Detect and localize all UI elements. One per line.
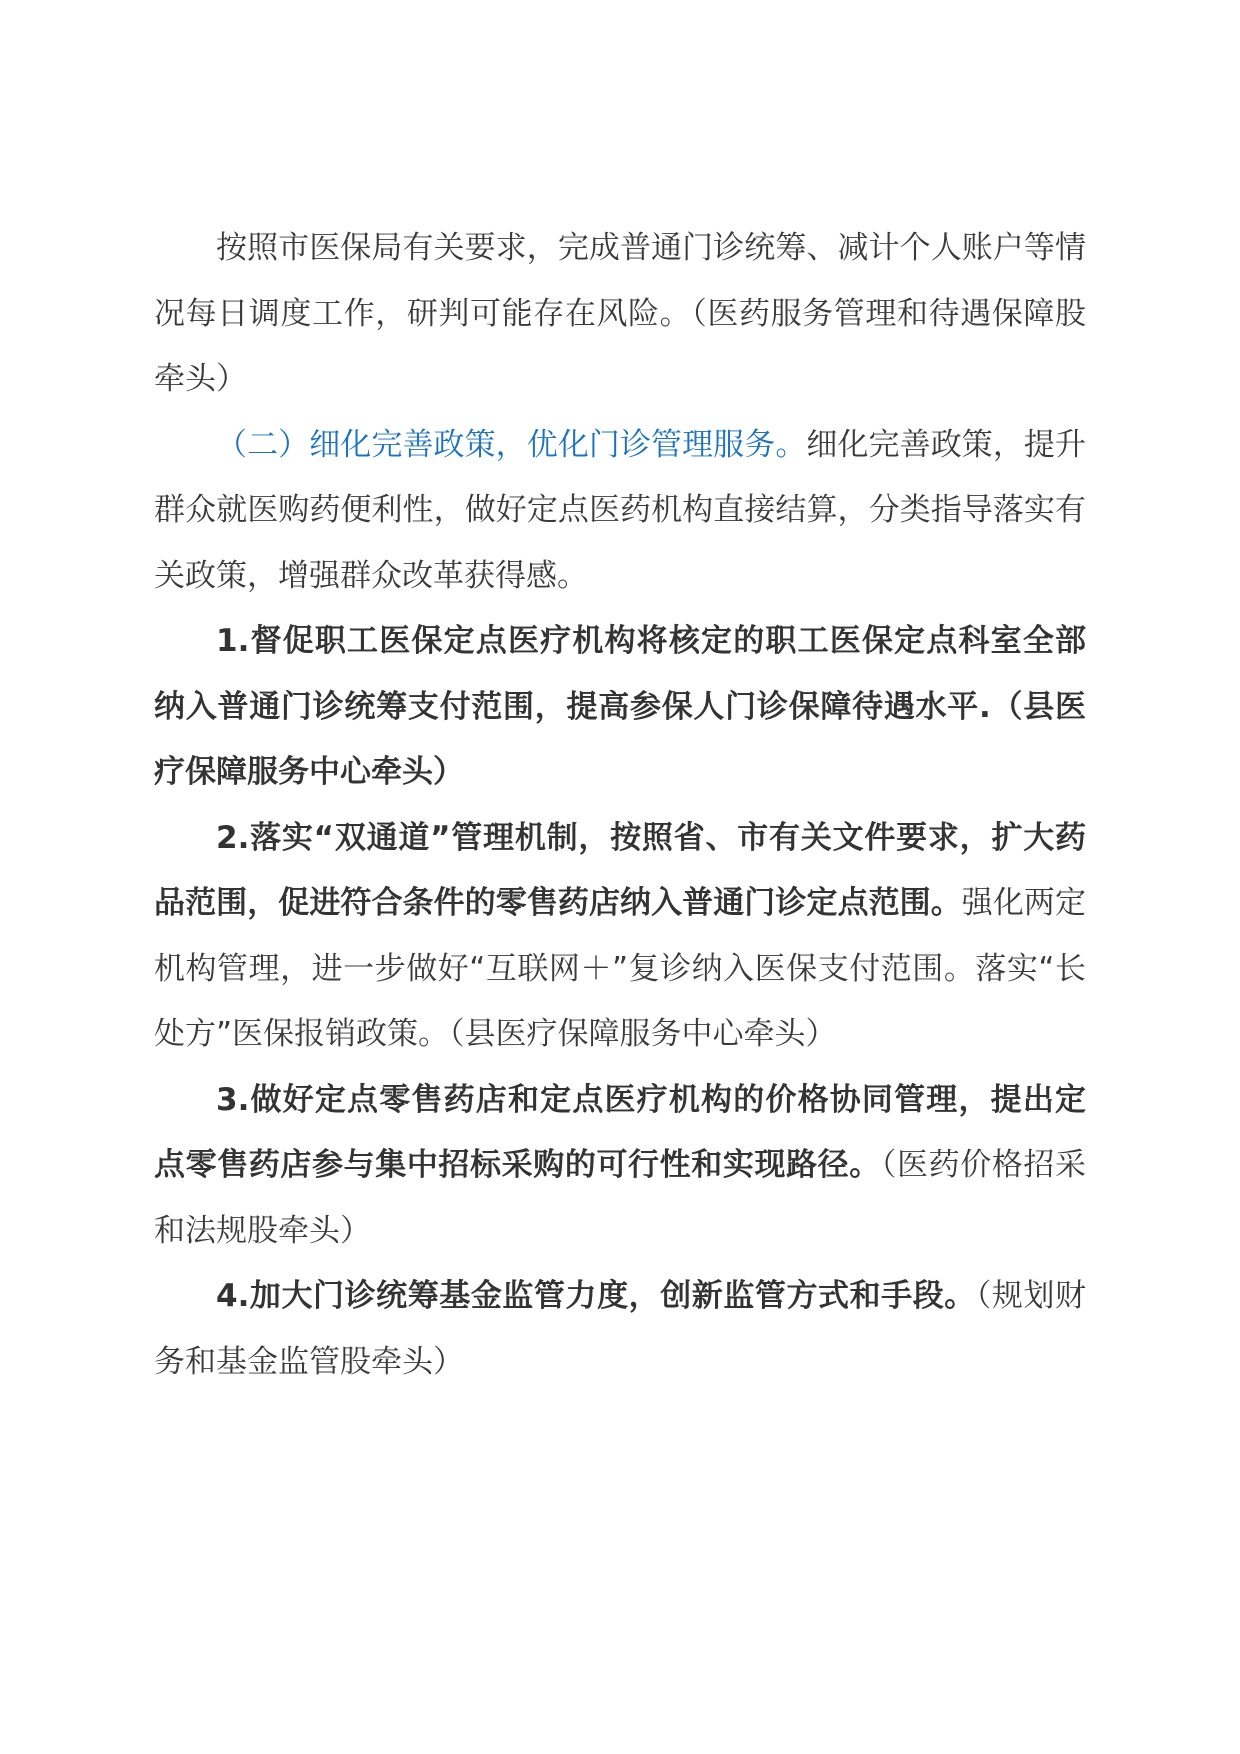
paragraph-2: [154, 413, 1086, 610]
item-4-bold: 4.加大门诊统筹基金监管力度，创新监管方式和手段。: [216, 1278, 976, 1314]
item-4: [154, 1264, 1086, 1395]
document-body: [154, 216, 1086, 1395]
paragraph-1-text: 按照市医保局有关要求，完成普通门诊统筹、减计个人账户等情况每日调度工作，研判可能存在风险。（医药服务管理和待遇保障股牵头）: [154, 230, 1086, 397]
paragraph-2-text: 细化完善政策，提升群众就医购药便利性，做好定点医药机构直接结算，分类指导落实有关政策，增强群众改革获得感。: [154, 426, 1086, 594]
section-heading: （二）细化完善政策，优化门诊管理服务。: [216, 426, 807, 463]
item-4-text: （规划财务和基金监管股牵头）: [154, 1278, 1087, 1380]
item-2-text: 强化两定机构管理，进一步做好“互联网＋”复诊纳入医保支付范围。落实“长处方”医保报销政策。（县医疗保障服务中心牵头）: [154, 885, 1087, 1052]
paragraph-1: [154, 216, 1086, 413]
item-1-bold: 1.督促职工医保定点医疗机构将核定的职工医保定点科室全部纳入普通门诊统筹支付范围，提高参保人门诊保障待遇水平.（县医疗保障服务中心牵头）: [154, 623, 1086, 790]
item-3: [154, 1068, 1086, 1265]
item-3-text: （医药价格招采和法规股牵头）: [154, 1147, 1087, 1249]
item-1: [154, 609, 1086, 806]
item-2-bold: 2.落实“双通道”管理机制，按照省、市有关文件要求，扩大药品范围，促进符合条件的零售药店纳入普通门诊定点范围。: [154, 819, 1086, 921]
item-2: [154, 806, 1086, 1068]
item-3-bold: 3.做好定点零售药店和定点医疗机构的价格协同管理，提出定点零售药店参与集中招标采购的可行性和实现路径。: [154, 1081, 1086, 1183]
